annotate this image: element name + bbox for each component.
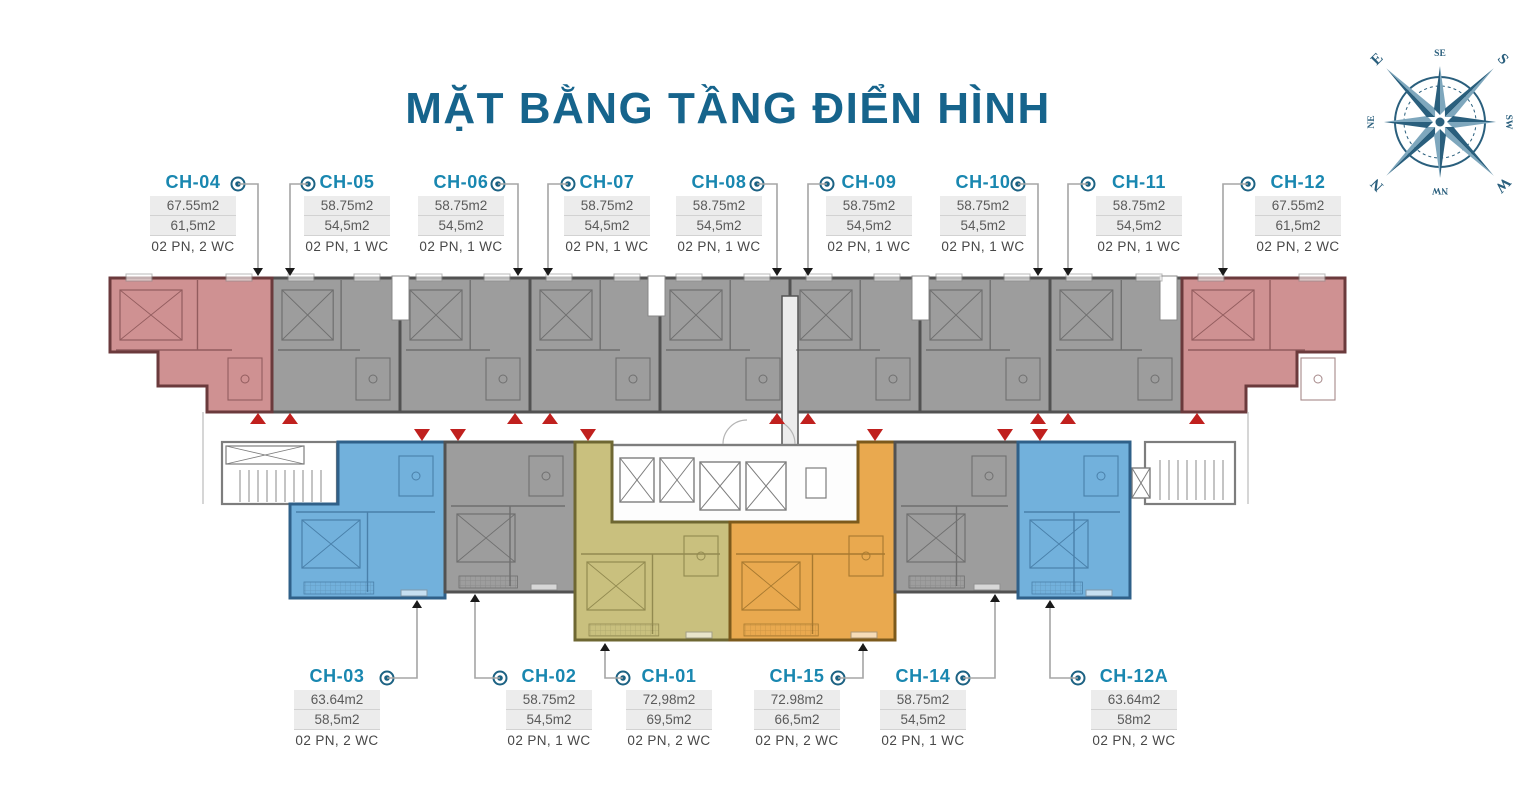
- unit-config: 02 PN, 2 WC: [627, 733, 711, 748]
- unit-area-gross: 58.75m2: [676, 196, 762, 216]
- unit-label-CH-10[interactable]: [917, 172, 1049, 254]
- compass-point-label: SE: [1434, 49, 1446, 60]
- compass-point-label: N: [1367, 175, 1387, 195]
- unit-area-net: 54,5m2: [880, 710, 966, 730]
- unit-area-net: 54,5m2: [304, 216, 390, 236]
- unit-code: CH-15: [769, 666, 825, 686]
- unit-config: 02 PN, 1 WC: [1097, 239, 1181, 254]
- unit-CH-04-shape[interactable]: [110, 278, 272, 412]
- unit-code: CH-04: [165, 172, 221, 192]
- unit-code: CH-10: [955, 172, 1011, 192]
- unit-config: 02 PN, 2 WC: [1256, 239, 1340, 254]
- unit-area-gross: 63.64m2: [1091, 690, 1177, 710]
- unit-area-net: 54,5m2: [940, 216, 1026, 236]
- unit-area-net: 58m2: [1091, 710, 1177, 730]
- entry-markers: [250, 413, 1205, 441]
- unit-label-CH-08[interactable]: [653, 172, 785, 254]
- unit-code: CH-01: [641, 666, 697, 686]
- unit-label-CH-03[interactable]: [271, 666, 403, 748]
- unit-area-net: 61,5m2: [150, 216, 236, 236]
- unit-area-gross: 67.55m2: [150, 196, 236, 216]
- unit-area-net: 54,5m2: [676, 216, 762, 236]
- unit-config: 02 PN, 1 WC: [419, 239, 503, 254]
- unit-config: 02 PN, 1 WC: [305, 239, 389, 254]
- unit-label-CH-02[interactable]: [483, 666, 615, 748]
- unit-area-net: 61,5m2: [1255, 216, 1341, 236]
- compass-point-label: NE: [1367, 115, 1378, 129]
- unit-label-CH-04[interactable]: [127, 172, 259, 254]
- unit-area-gross: 58.75m2: [826, 196, 912, 216]
- plan-units: [110, 274, 1345, 640]
- unit-CH-12-shape[interactable]: [1182, 278, 1345, 412]
- unit-code: CH-02: [521, 666, 577, 686]
- unit-area-net: 54,5m2: [826, 216, 912, 236]
- unit-area-net: 54,5m2: [506, 710, 592, 730]
- unit-label-CH-14[interactable]: [857, 666, 989, 748]
- unit-label-CH-06[interactable]: [395, 172, 527, 254]
- unit-code: CH-14: [895, 666, 951, 686]
- unit-config: 02 PN, 2 WC: [755, 733, 839, 748]
- unit-area-gross: 58.75m2: [304, 196, 390, 216]
- unit-area-gross: 58.75m2: [940, 196, 1026, 216]
- unit-code: CH-12A: [1099, 666, 1169, 686]
- unit-code: CH-06: [433, 172, 489, 192]
- unit-area-net: 58,5m2: [294, 710, 380, 730]
- unit-code: CH-05: [319, 172, 375, 192]
- unit-config: 02 PN, 2 WC: [295, 733, 379, 748]
- unit-area-net: 69,5m2: [626, 710, 712, 730]
- unit-code: CH-03: [309, 666, 365, 686]
- unit-label-CH-12[interactable]: [1232, 172, 1364, 254]
- unit-config: 02 PN, 2 WC: [151, 239, 235, 254]
- unit-label-CH-09[interactable]: [803, 172, 935, 254]
- compass-point-label: E: [1368, 50, 1387, 69]
- unit-label-CH-15[interactable]: [731, 666, 863, 748]
- unit-code: CH-12: [1270, 172, 1326, 192]
- unit-area-gross: 72,98m2: [626, 690, 712, 710]
- unit-code: CH-09: [841, 172, 897, 192]
- unit-label-CH-11[interactable]: [1073, 172, 1205, 254]
- unit-area-gross: 58.75m2: [880, 690, 966, 710]
- unit-area-net: 54,5m2: [564, 216, 650, 236]
- unit-area-gross: 58.75m2: [564, 196, 650, 216]
- unit-code: CH-07: [579, 172, 635, 192]
- unit-area-net: 66,5m2: [754, 710, 840, 730]
- compass-point-label: S: [1494, 50, 1512, 68]
- compass-point-label: W: [1491, 173, 1514, 196]
- unit-code: CH-08: [691, 172, 747, 192]
- unit-area-gross: 72.98m2: [754, 690, 840, 710]
- unit-area-gross: 58.75m2: [506, 690, 592, 710]
- compass-point-label: SW: [1502, 114, 1513, 130]
- unit-label-CH-12A[interactable]: [1068, 666, 1200, 748]
- unit-area-net: 54,5m2: [418, 216, 504, 236]
- page-title: MẶT BẰNG TẦNG ĐIỂN HÌNH: [405, 84, 1051, 133]
- compass-point-label: NW: [1431, 184, 1449, 195]
- unit-label-CH-01[interactable]: [603, 666, 735, 748]
- unit-area-gross: 58.75m2: [418, 196, 504, 216]
- unit-config: 02 PN, 2 WC: [1092, 733, 1176, 748]
- unit-area-gross: 58.75m2: [1096, 196, 1182, 216]
- unit-code: CH-11: [1111, 172, 1167, 192]
- unit-area-gross: 67.55m2: [1255, 196, 1341, 216]
- unit-config: 02 PN, 1 WC: [941, 239, 1025, 254]
- unit-label-CH-05[interactable]: [281, 172, 413, 254]
- unit-config: 02 PN, 1 WC: [881, 733, 965, 748]
- unit-config: 02 PN, 1 WC: [565, 239, 649, 254]
- unit-config: 02 PN, 1 WC: [677, 239, 761, 254]
- unit-area-gross: 63.64m2: [294, 690, 380, 710]
- unit-area-net: 54,5m2: [1096, 216, 1182, 236]
- unit-config: 02 PN, 1 WC: [827, 239, 911, 254]
- unit-config: 02 PN, 1 WC: [507, 733, 591, 748]
